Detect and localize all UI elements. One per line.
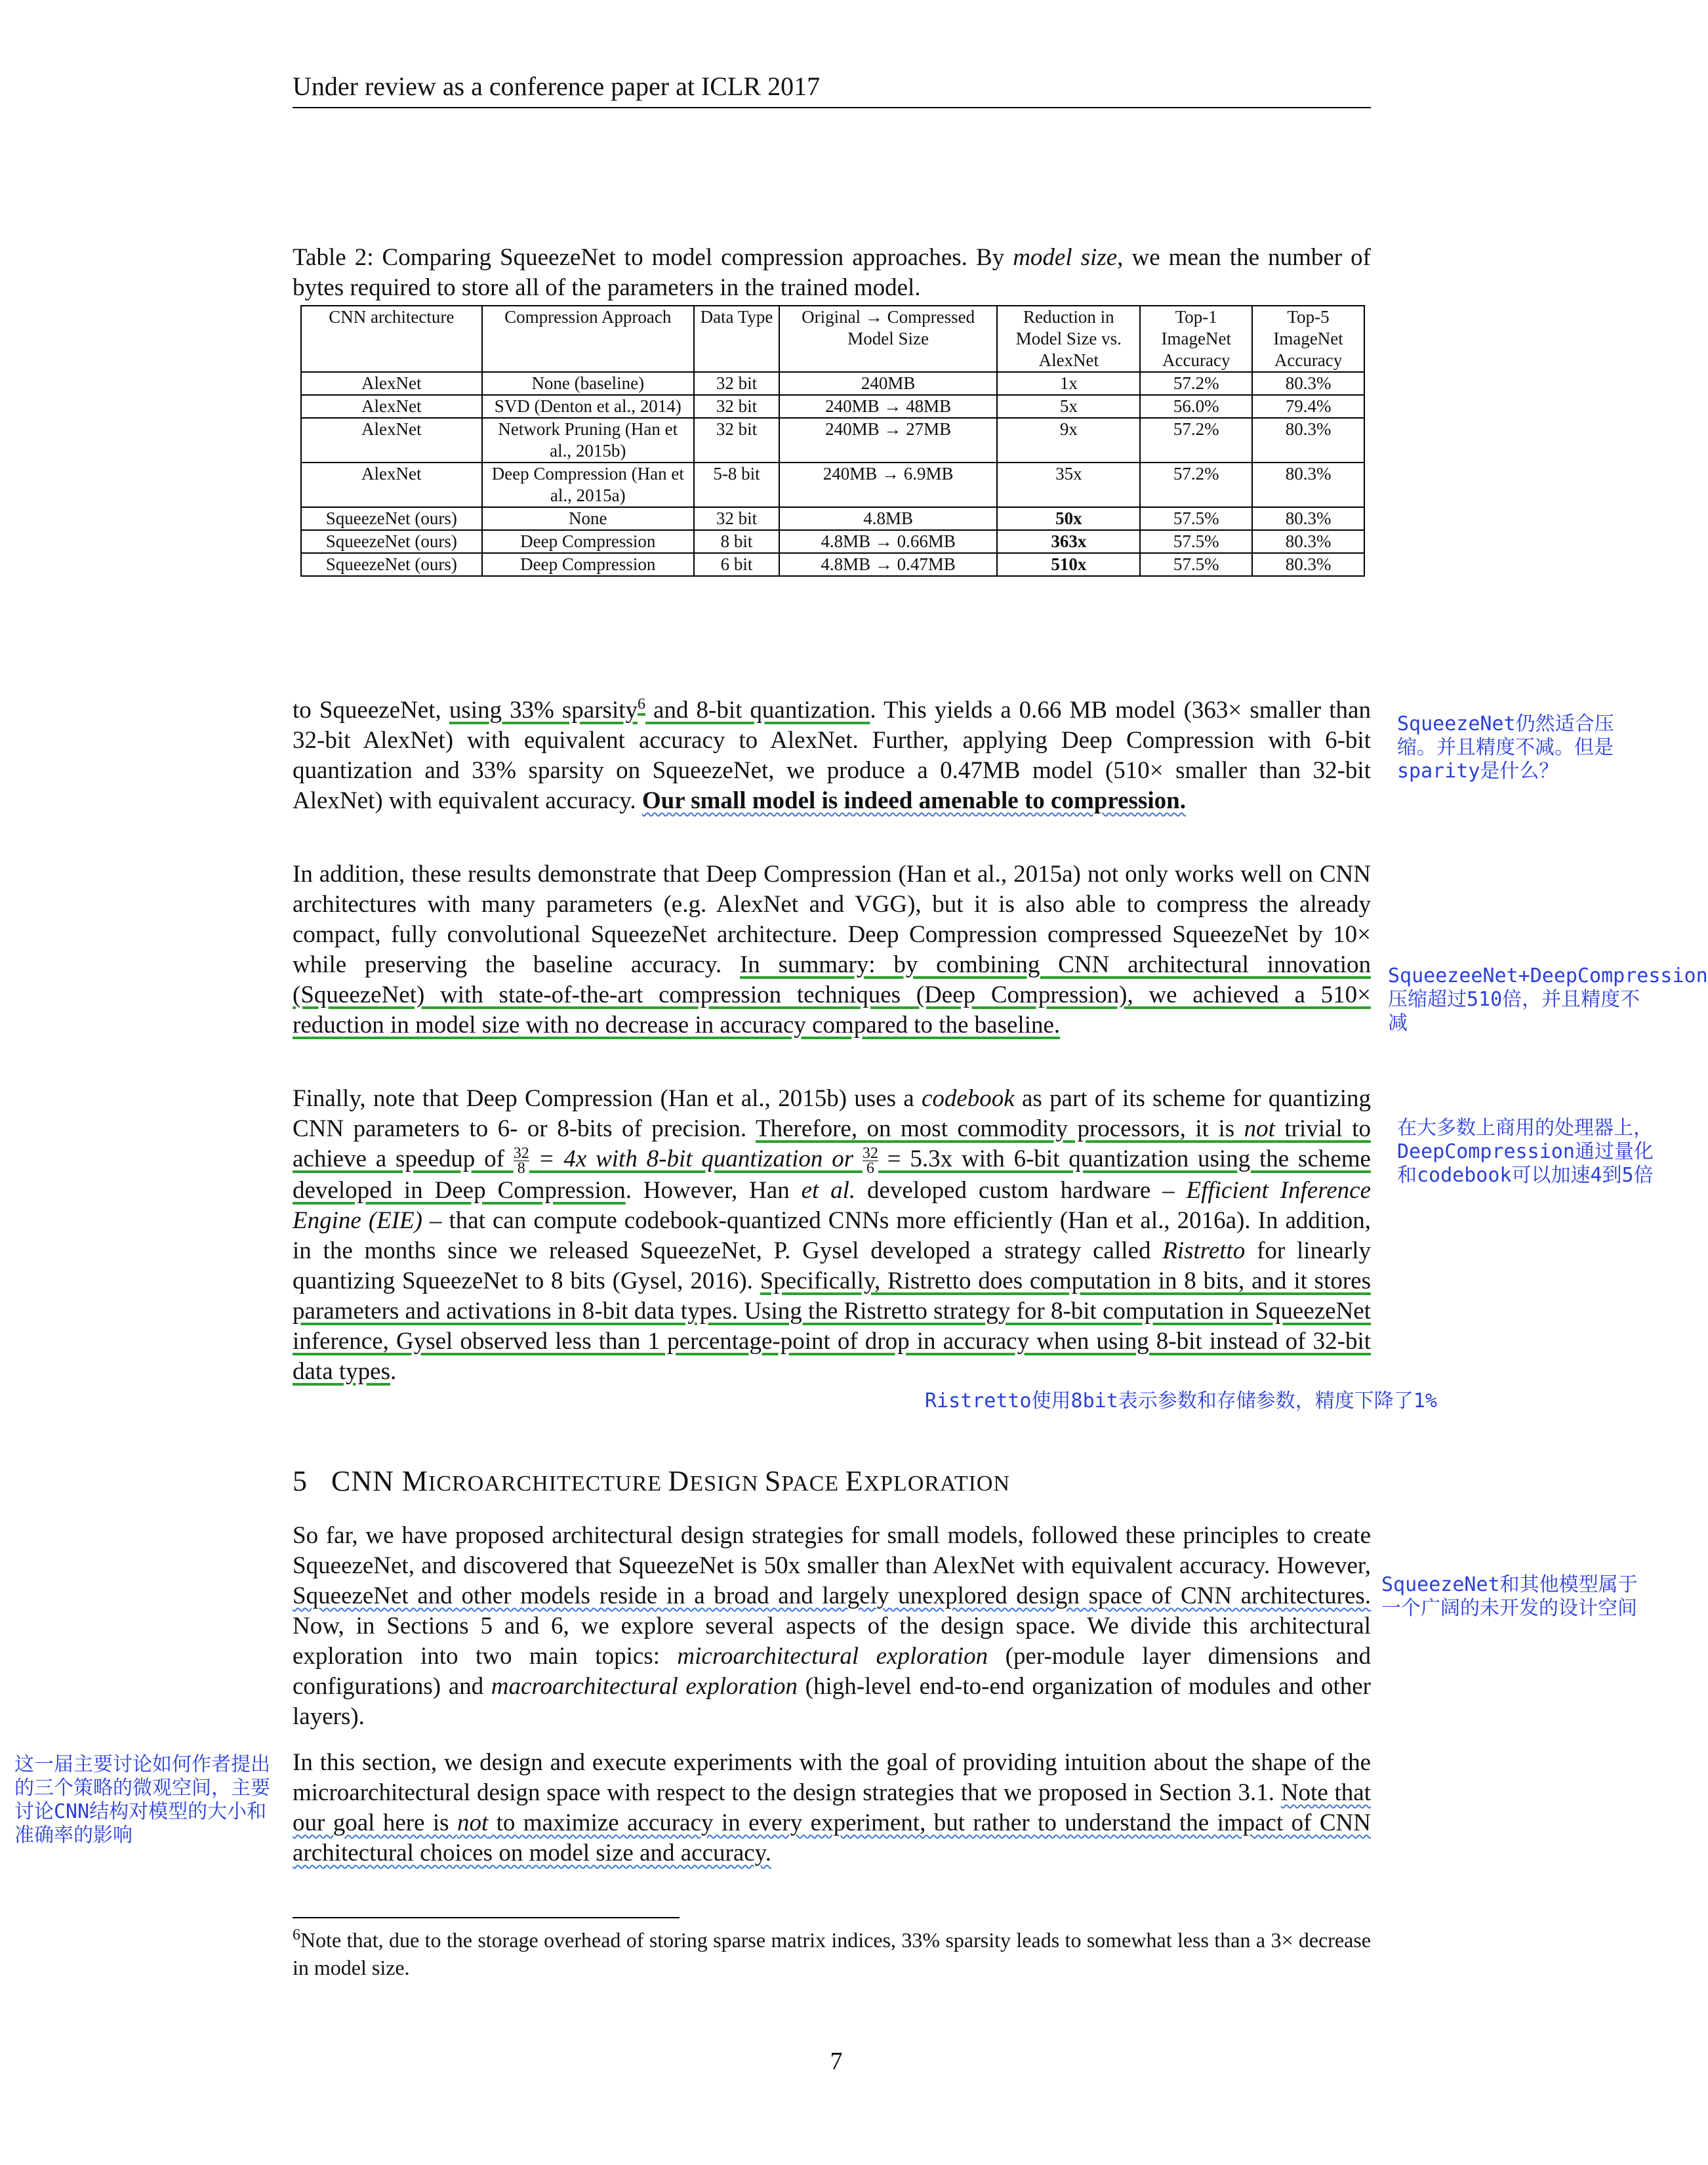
paragraph-deep-compression: In addition, these results demonstrate that Deep Compression (Han et al., 2015a) not only works well on CNN architectures with many parameters (e.g. AlexNet and VGG), but it is also able to compress the already compact, fully convolutional SqueezeNet architecture. Deep Compression compressed SqueezeNet by 10× while preserving the baseline accuracy. In summary: by combining CNN architectural innovation (SqueezeNet) with state-of-the-art compression techniques (Deep Compression), we achieved a 510× reduction in model size with no decrease in accuracy compared to the baseline. bbox=[293, 861, 1371, 1039]
table-cell: None bbox=[482, 507, 694, 530]
footnote: $^6$Note that, due to the storage overhead of storing sparse matrix indices, 33% sparsity leads to somewhat less than a 3× decrease in model size. bbox=[293, 1926, 1371, 1979]
section-heading: 5 CNN MICROARCHITECTURE DESIGN SPACE EXPLORATION bbox=[293, 1465, 1011, 1497]
table-cell: 8 bit bbox=[694, 530, 779, 553]
table-cell: SVD (Denton et al., 2014) bbox=[482, 395, 694, 418]
table-cell: 80.3% bbox=[1252, 553, 1364, 576]
table-cell: 57.2% bbox=[1140, 418, 1252, 463]
table-cell: SqueezeNet (ours) bbox=[301, 553, 482, 576]
table-cell: 6 bit bbox=[694, 553, 779, 576]
annotation-note: SqueezeeNet+DeepCompression压缩超过510倍，并且精度不减 bbox=[1388, 964, 1708, 1035]
table-cell: 32 bit bbox=[694, 418, 779, 463]
table-cell: 4.8MB → 0.66MB bbox=[779, 530, 997, 553]
table-cell: 5x bbox=[997, 395, 1140, 418]
table-row bbox=[301, 418, 1364, 463]
table-cell: AlexNet bbox=[301, 463, 482, 507]
table-cell: 80.3% bbox=[1252, 463, 1364, 507]
table-cell: 510x bbox=[997, 553, 1140, 576]
table-cell: 57.5% bbox=[1140, 530, 1252, 553]
table-cell: 32 bit bbox=[694, 395, 779, 418]
table-row bbox=[301, 463, 1364, 507]
table-cell: 240MB → 48MB bbox=[779, 395, 997, 418]
table-cell: AlexNet bbox=[301, 418, 482, 463]
table-row bbox=[301, 507, 1364, 530]
table-row bbox=[301, 372, 1364, 395]
table-row bbox=[301, 395, 1364, 418]
table-cell: 32 bit bbox=[694, 372, 779, 395]
table-cell: 57.2% bbox=[1140, 372, 1252, 395]
table-cell: 5-8 bit bbox=[694, 463, 779, 507]
table-header-cell: Top-1 ImageNet Accuracy bbox=[1140, 306, 1252, 372]
table-cell: 80.3% bbox=[1252, 530, 1364, 553]
table-cell: 9x bbox=[997, 418, 1140, 463]
table-row bbox=[301, 553, 1364, 576]
annotation-note: 这一届主要讨论如何作者提出的三个策略的微观空间，主要讨论CNN结构对模型的大小和准确率的影响 bbox=[14, 1753, 270, 1847]
table-header-cell: Top-5 ImageNet Accuracy bbox=[1252, 306, 1364, 372]
table-cell: Deep Compression bbox=[482, 553, 694, 576]
table-cell: 79.4% bbox=[1252, 395, 1364, 418]
page-number: 7 bbox=[830, 2048, 843, 2075]
table-cell: 1x bbox=[997, 372, 1140, 395]
annotation-note: SqueezeNet仍然适合压缩。并且精度不减。但是sparity是什么？ bbox=[1397, 712, 1614, 783]
table-cell: 80.3% bbox=[1252, 372, 1364, 395]
annotation-note: Ristretto使用8bit表示参数和存储参数，精度下降了1% bbox=[925, 1390, 1437, 1412]
table-cell: 57.2% bbox=[1140, 463, 1252, 507]
table-cell: SqueezeNet (ours) bbox=[301, 507, 482, 530]
paragraph-codebook: Finally, note that Deep Compression (Han et al., 2015b) uses a codebook as part of its scheme for quantizing CNN parameters to 6- or 8-bits of precision. Therefore, on most commodity processors, it is not trivial to achieve a speedup of $\frac{32}{8}$ = 4x with 8-bit quantization or $\frac{32}{6}$ = 5.3x with 6-bit quantization using the scheme developed in Deep Compression. However, Han et al. developed custom hardware – Efficient Inference Engine (EIE) – that can compute codebook-quantized CNNs more efficiently (Han et al., 2016a). In addition, in the months since we released SqueezeNet, P. Gysel developed a strategy called Ristretto for linearly quantizing SqueezeNet to 8 bits (Gysel, 2016). Specifically, Ristretto does computation in 8 bits, and it stores parameters and activations in 8-bit data types. Using the Ristretto strategy for 8-bit computation in SqueezeNet inference, Gysel observed less than 1 percentage-point of drop in accuracy when using 8-bit instead of 32-bit data types. bbox=[293, 1085, 1372, 1386]
table-cell: 240MB → 27MB bbox=[779, 418, 997, 463]
table-cell: AlexNet bbox=[301, 395, 482, 418]
table-cell: 50x bbox=[997, 507, 1140, 530]
table-cell: 56.0% bbox=[1140, 395, 1252, 418]
fraction-32-6: $\frac{32}{6}$ bbox=[862, 1145, 878, 1178]
table-header-cell: Reduction in Model Size vs. AlexNet bbox=[997, 306, 1140, 372]
paragraph-design-space: So far, we have proposed architectural design strategies for small models, followed these principles to create SqueezeNet, and discovered that SqueezeNet is 50x smaller than AlexNet with equivalent accuracy. However, SqueezeNet and other models reside in a broad and largely unexplored design space of CNN architectures. Now, in Sections 5 and 6, we explore several aspects of the design space. We divide this architectural exploration into two main topics: microarchitectural exploration (per-module layer dimensions and configurations) and macroarchitectural exploration (high-level end-to-end organization of modules and other layers). bbox=[293, 1522, 1371, 1730]
table-cell: 4.8MB bbox=[779, 507, 997, 530]
table-cell: 57.5% bbox=[1140, 553, 1252, 576]
table-header-cell: Original → Compressed Model Size bbox=[779, 306, 997, 372]
table-cell: 35x bbox=[997, 463, 1140, 507]
annotation-note: 在大多数上商用的处理器上，DeepCompression通过量化和codebook可以加速4到5倍 bbox=[1397, 1117, 1654, 1187]
paragraph-section-intro: In this section, we design and execute experiments with the goal of providing intuition about the shape of the microarchitectural design space with respect to the design strategies that we proposed in Section 3.1. Note that our goal here is not to maximize accuracy in every experiment, but rather to understand the impact of CNN architectural choices on model size and accuracy. bbox=[293, 1749, 1371, 1866]
table-header-row bbox=[301, 306, 1364, 372]
table-cell: 363x bbox=[997, 530, 1140, 553]
table-cell: 80.3% bbox=[1252, 418, 1364, 463]
running-header: Under review as a conference paper at ICLR 2017 bbox=[293, 71, 1371, 108]
table-header-cell: CNN architecture bbox=[301, 306, 482, 372]
table-row bbox=[301, 530, 1364, 553]
table-cell: Deep Compression (Han et al., 2015a) bbox=[482, 463, 694, 507]
table-cell: AlexNet bbox=[301, 372, 482, 395]
fraction-32-8: $\frac{32}{8}$ bbox=[513, 1145, 529, 1178]
table-cell: 4.8MB → 0.47MB bbox=[779, 553, 997, 576]
table-cell: 240MB → 6.9MB bbox=[779, 463, 997, 507]
footnote-rule bbox=[293, 1917, 680, 1918]
table-cell: 240MB bbox=[779, 372, 997, 395]
annotation-note: SqueezeNet和其他模型属于一个广阔的未开发的设计空间 bbox=[1381, 1573, 1638, 1620]
table-header-cell: Compression Approach bbox=[482, 306, 694, 372]
paragraph-compression-results: to SqueezeNet, using 33% sparsity$^6$ and 8-bit quantization. This yields a 0.66 MB model (363× smaller than 32-bit AlexNet) with equivalent accuracy to AlexNet. Further, applying Deep Compression with 6-bit quantization and 33% sparsity on SqueezeNet, we produce a 0.47MB model (510× smaller than 32-bit AlexNet) with equivalent accuracy. Our small model is indeed amenable to compression. bbox=[293, 695, 1371, 814]
table-cell: Deep Compression bbox=[482, 530, 694, 553]
table-header-cell: Data Type bbox=[694, 306, 779, 372]
table-cell: 57.5% bbox=[1140, 507, 1252, 530]
table-caption: Table 2: Comparing SqueezeNet to model compression approaches. By model size, we mean the number of bytes required to store all of the parameters in the trained model. bbox=[293, 244, 1371, 301]
comparison-table bbox=[300, 305, 1365, 577]
table-cell: 80.3% bbox=[1252, 507, 1364, 530]
table-cell: Network Pruning (Han et al., 2015b) bbox=[482, 418, 694, 463]
table-cell: None (baseline) bbox=[482, 372, 694, 395]
table-cell: 32 bit bbox=[694, 507, 779, 530]
table-cell: SqueezeNet (ours) bbox=[301, 530, 482, 553]
